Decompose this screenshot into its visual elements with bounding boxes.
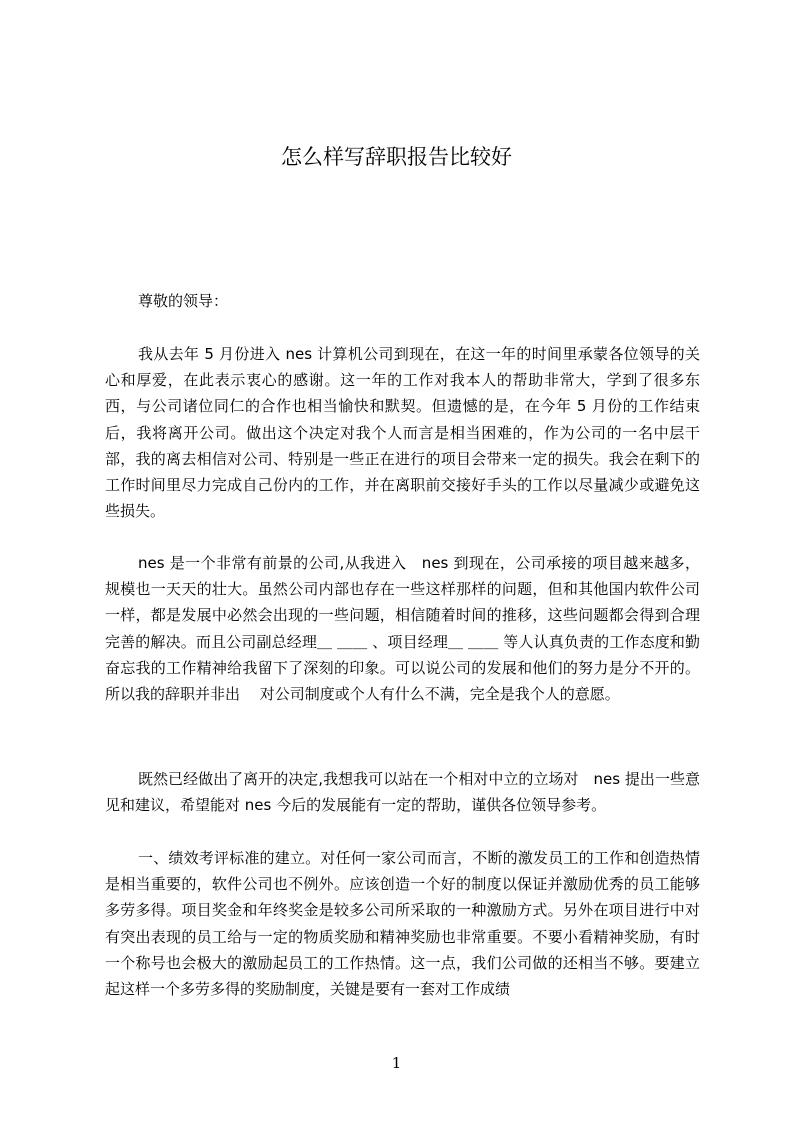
document-title: 怎么样写辞职报告比较好 [281,145,512,169]
paragraph-2: nes 是一个非常有前景的公司,从我进入 nes 到现在，公司承接的项目越来越多，规模也一天天的壮大。虽然公司内部也存在一些这样那样的问题，但和其他国内软件公司一样，都是发展中必然会出现的一些问题，相信随着时间的推移，这些问题都会得到合理完善的解决。而且公司副总经理＿ ＿＿ 、项目经理＿ ＿＿ 等人认真负责的工作态度和勤奋忘我的工作精神给我留下了深刻的印象。可以说公司的发展和他们的努力是分不开的。所以我的辞职并非出 对公司制度或个人有什么不满，完全是我个人的意愿。 [105,554,700,704]
salutation: 尊敬的领导： [138,292,229,310]
paragraph-4: 一、绩效考评标准的建立。对任何一家公司而言，不断的激发员工的工作和创造热情是相当重要的，软件公司也不例外。应该创造一个好的制度以保证并激励优秀的员工能够多劳多得。项目奖金和年终奖金是较多公司所采取的一种激励方式。另外在项目进行中对有突出表现的员工给与一定的物质奖励和精神奖励也非常重要。不要小看精神奖励，有时一个称号也会极大的激励起员工的工作热情。这一点，我们公司做的还相当不够。要建立起这样一个多劳多得的奖励制度，关键是要有一套对工作成绩 [105,849,700,999]
paragraph-1: 我从去年 5 月份进入 nes 计算机公司到现在，在这一年的时间里承蒙各位领导的关心和厚爱，在此表示衷心的感谢。这一年的工作对我本人的帮助非常大，学到了很多东西，与公司诸位同仁的合作也相当愉快和默契。但遗憾的是，在今年 5 月份的工作结束后，我将离开公司。做出这个决定对我个人而言是相当困难的，作为公司的一名中层干部，我的离去相信对公司、特别是一些正在进行的项目会带来一定的损失。我会在剩下的工作时间里尽力完成自己份内的工作，并在离职前交接好手头的工作以尽量减少或避免这些损失。 [105,345,700,521]
paragraph-3: 既然已经做出了离开的决定,我想我可以站在一个相对中立的立场对 nes 提出一些意见和建议，希望能对 nes 今后的发展能有一定的帮助，谨供各位领导参考。 [105,770,700,815]
page-number: 1 [391,1054,402,1072]
